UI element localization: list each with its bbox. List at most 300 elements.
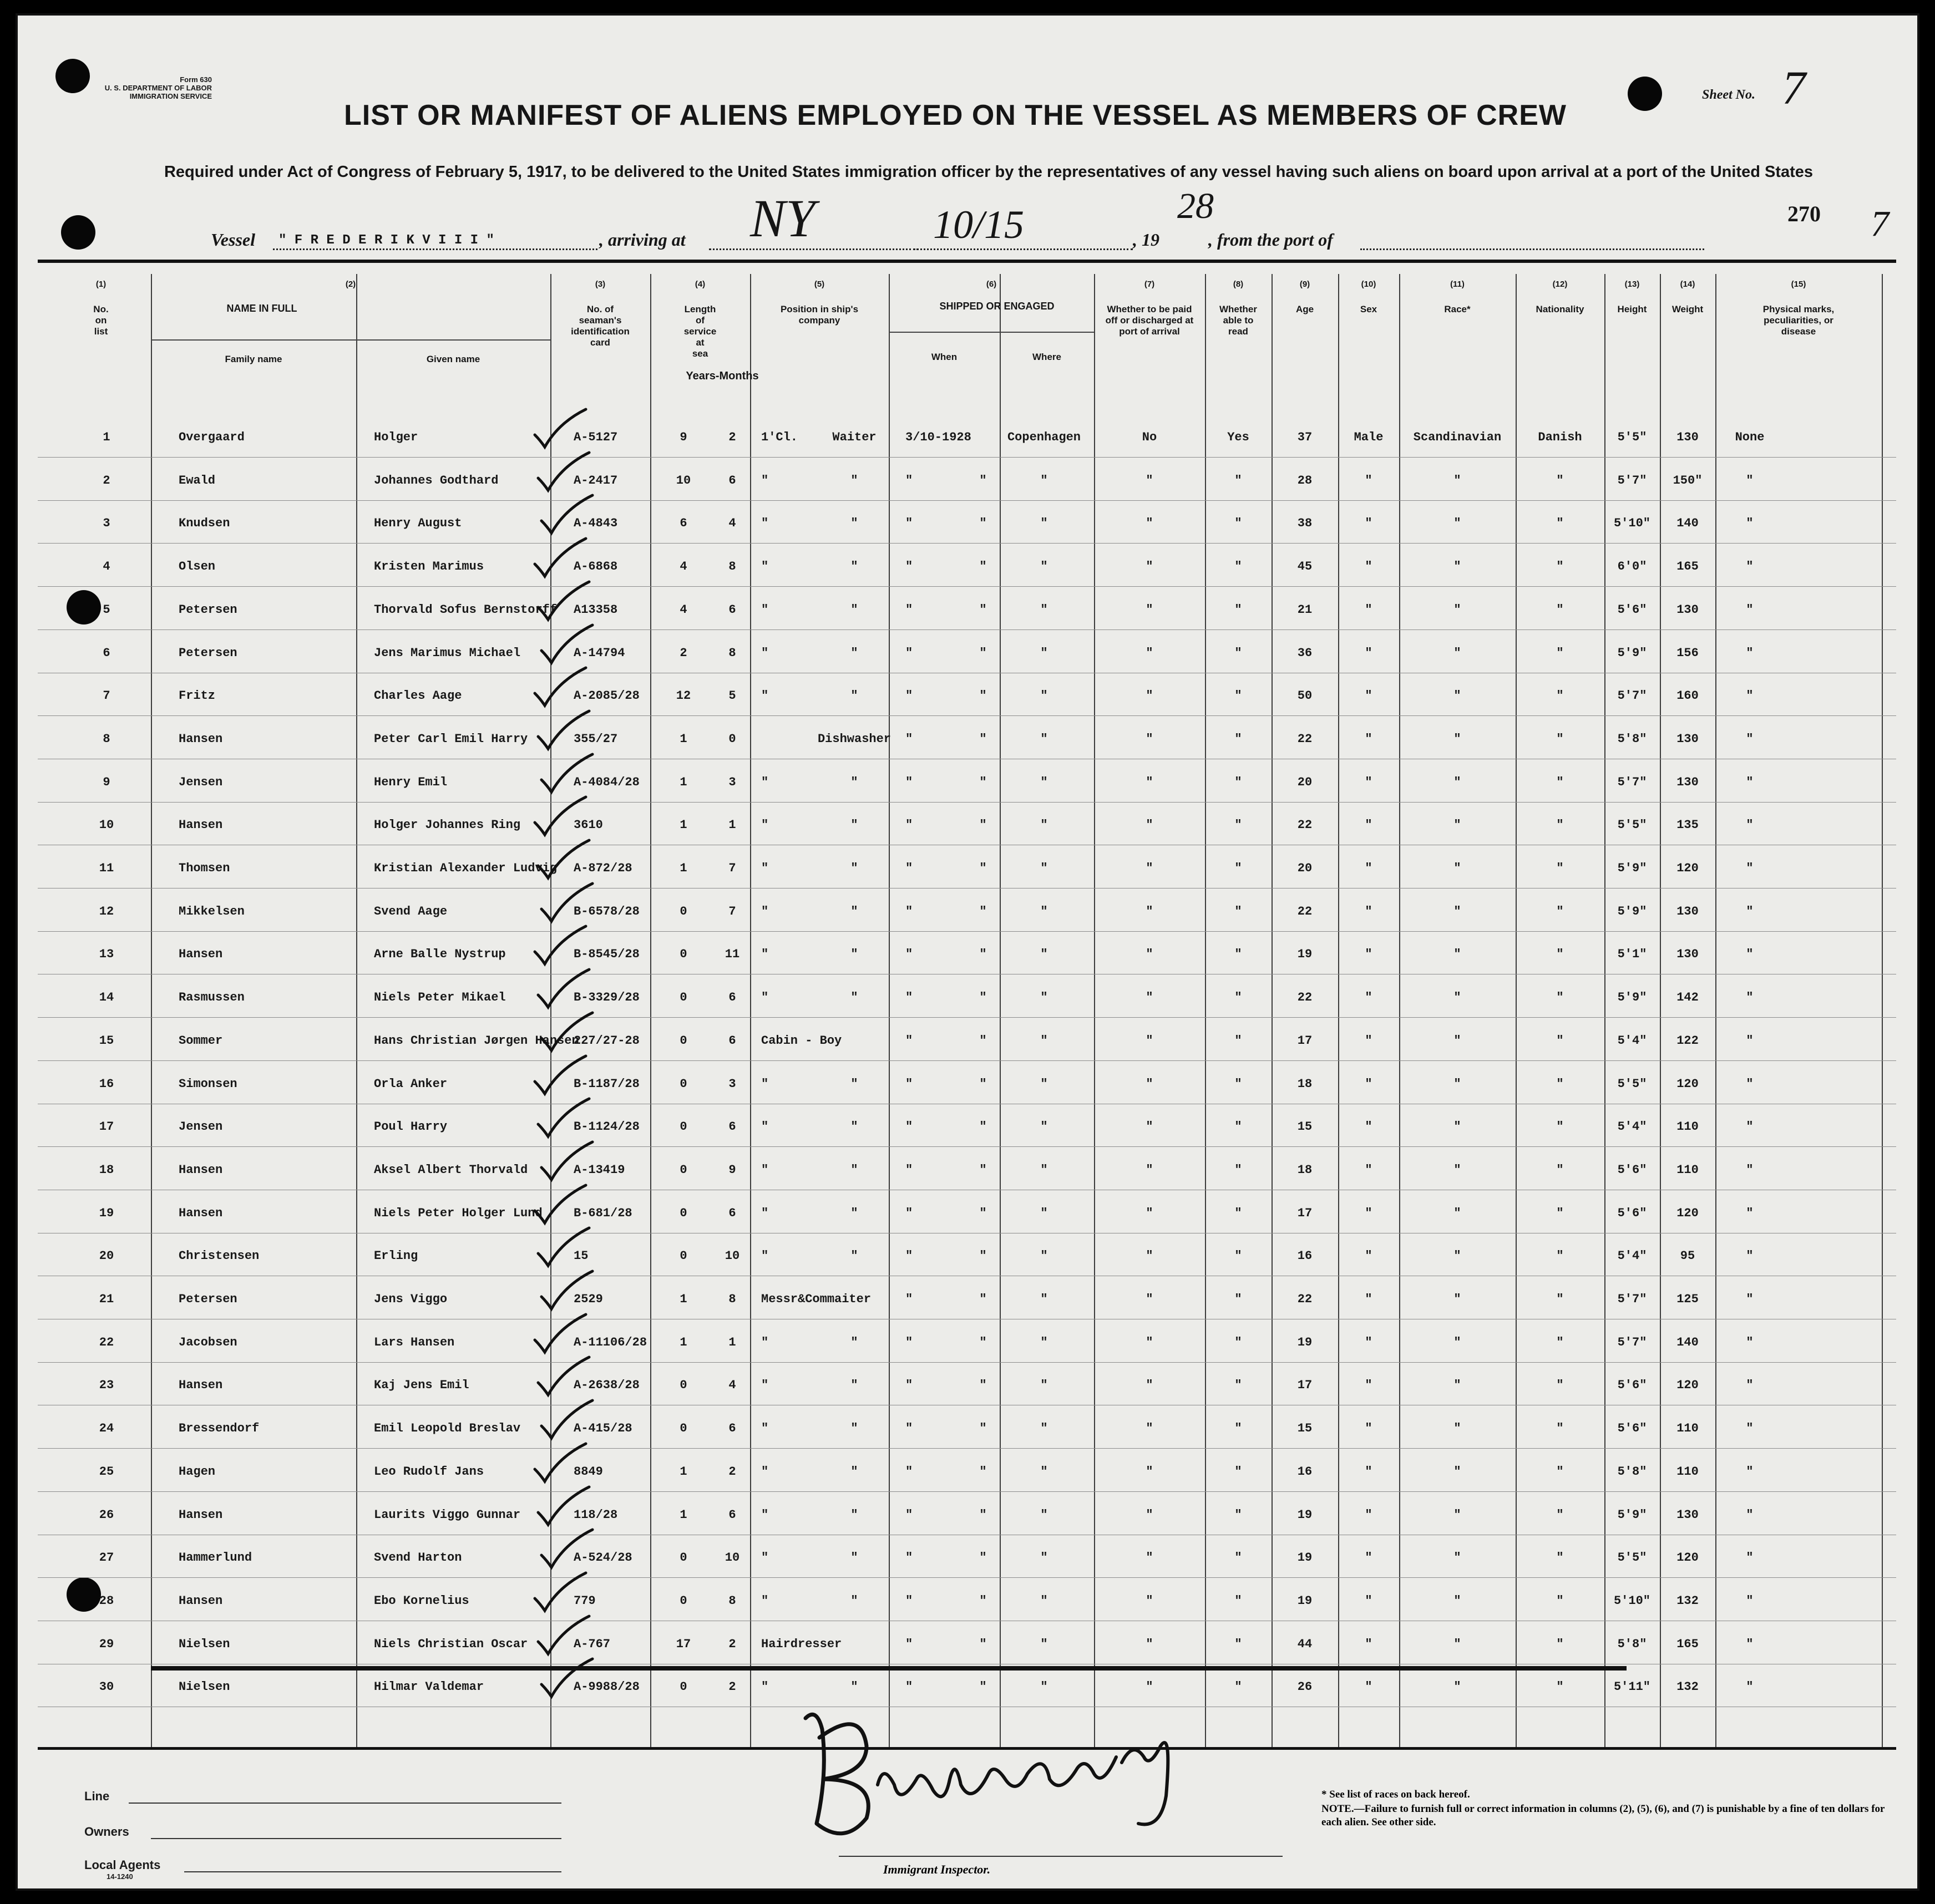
cell-age: 28	[1297, 473, 1313, 488]
cell-weight: 95	[1680, 1249, 1695, 1263]
cell-paid: "	[1146, 947, 1153, 962]
cell-height: 5'9"	[1617, 1507, 1647, 1522]
column-rule	[1516, 274, 1517, 1747]
cell-paid: No	[1142, 430, 1157, 444]
cell-pos2: "	[850, 1421, 858, 1436]
cell-marks: "	[1746, 1249, 1754, 1263]
row-rule	[38, 1060, 1896, 1061]
cell-age: 45	[1297, 560, 1313, 574]
cell-race: "	[1453, 1593, 1461, 1608]
cell-pos1: "	[761, 904, 769, 918]
cell-family: Rasmussen	[179, 991, 245, 1005]
cell-paid: "	[1146, 1421, 1153, 1436]
cell-mos: 8	[728, 1593, 736, 1608]
row-rule	[38, 457, 1896, 458]
cell-race: "	[1453, 689, 1461, 703]
cell-given: Thorvald Sofus Bernstorff	[374, 602, 558, 617]
cell-weight: 130	[1676, 602, 1699, 617]
cell-family: Petersen	[179, 1292, 237, 1306]
cell-no: 28	[99, 1593, 114, 1608]
cell-mos: 6	[728, 1120, 736, 1134]
cell-height: 5'8"	[1617, 1464, 1647, 1479]
cell-given: Erling	[374, 1249, 418, 1263]
cell-given: Orla Anker	[374, 1077, 448, 1091]
cell-pos1: "	[761, 947, 769, 962]
cell-paid: "	[1146, 1464, 1153, 1479]
cell-pos1: "	[761, 818, 769, 832]
cell-yrs: 4	[680, 560, 687, 574]
cell-age: 50	[1297, 689, 1313, 703]
cell-given: Johannes Godthard	[374, 473, 499, 488]
cell-height: 5'6"	[1617, 1421, 1647, 1436]
cell-marks: "	[1746, 1464, 1754, 1479]
cell-family: Thomsen	[179, 861, 230, 875]
cell-read: "	[1234, 1206, 1242, 1220]
cell-weight: 110	[1676, 1464, 1699, 1479]
cell-nat: "	[1556, 991, 1564, 1005]
column-number: (12)	[1552, 280, 1568, 289]
cell-marks: "	[1746, 818, 1754, 832]
cell-when1: "	[905, 560, 913, 574]
cell-mos: 8	[728, 646, 736, 660]
cell-height: 5'1"	[1617, 947, 1647, 962]
cell-when2: "	[979, 991, 987, 1005]
vessel-label: Vessel	[211, 230, 255, 250]
cell-mos: 6	[728, 1033, 736, 1048]
cell-mos: 5	[728, 689, 736, 703]
cell-paid: "	[1146, 818, 1153, 832]
cell-nat: "	[1556, 1033, 1564, 1048]
cell-family: Hansen	[179, 1593, 223, 1608]
column-rule	[1338, 274, 1339, 1747]
cell-pos2: "	[850, 1120, 858, 1134]
cell-when2: "	[979, 516, 987, 531]
column-number: (10)	[1361, 280, 1376, 289]
cell-pos1: "	[761, 473, 769, 488]
cell-race: "	[1453, 1637, 1461, 1651]
row-rule	[38, 1362, 1896, 1363]
cell-card: 8849	[574, 1464, 603, 1479]
cell-nat: "	[1556, 1637, 1564, 1651]
cell-when2: "	[979, 1162, 987, 1177]
cell-when2: "	[979, 560, 987, 574]
column-number: (2)	[345, 280, 356, 289]
cell-where: "	[1040, 1249, 1048, 1263]
cell-weight: 120	[1676, 861, 1699, 875]
cell-card: A-415/28	[574, 1421, 632, 1436]
cell-card: 779	[574, 1593, 596, 1608]
row-rule	[38, 1491, 1896, 1492]
column-header: Sex	[1360, 304, 1377, 314]
cell-paid: "	[1146, 732, 1153, 746]
cell-pos2: "	[850, 1206, 858, 1220]
column-rule	[750, 274, 751, 1747]
cell-pos2: "	[850, 947, 858, 962]
column-number: (14)	[1680, 280, 1695, 289]
cell-age: 22	[1297, 904, 1313, 918]
cell-no: 12	[99, 904, 114, 918]
cell-when1: "	[905, 732, 913, 746]
cell-pos2: "	[850, 1249, 858, 1263]
cell-weight: 132	[1676, 1680, 1699, 1694]
cell-pos2: "	[850, 1680, 858, 1694]
sheet-number: 7	[1782, 61, 1806, 114]
cell-yrs: 10	[676, 473, 691, 488]
cell-given: Leo Rudolf Jans	[374, 1464, 484, 1479]
cell-marks: "	[1746, 1421, 1754, 1436]
cell-mos: 2	[728, 430, 736, 444]
cell-height: 5'4"	[1617, 1120, 1647, 1134]
cell-sex: "	[1365, 1593, 1372, 1608]
cell-age: 18	[1297, 1162, 1313, 1177]
cell-weight: 156	[1676, 646, 1699, 660]
cell-when1: "	[905, 1421, 913, 1436]
cell-race: "	[1453, 1551, 1461, 1565]
cell-mos: 7	[728, 861, 736, 875]
cell-when2: "	[979, 947, 987, 962]
cell-read: "	[1234, 775, 1242, 789]
cell-read: "	[1234, 1680, 1242, 1694]
cell-weight: 110	[1676, 1421, 1699, 1436]
column-rule	[1715, 274, 1716, 1747]
cell-nat: "	[1556, 516, 1564, 531]
cell-no: 30	[99, 1680, 114, 1694]
cell-sex: "	[1365, 1637, 1372, 1651]
cell-sex: "	[1365, 775, 1372, 789]
cell-pos1: "	[761, 1378, 769, 1393]
cell-race: Scandinavian	[1413, 430, 1502, 444]
column-header: No. on list	[93, 304, 109, 337]
cell-nat: "	[1556, 947, 1564, 962]
cell-age: 17	[1297, 1378, 1313, 1393]
cell-yrs: 1	[680, 775, 687, 789]
cell-mos: 6	[728, 1507, 736, 1522]
cell-mos: 4	[728, 1378, 736, 1393]
cell-race: "	[1453, 560, 1461, 574]
cell-no: 1	[103, 430, 110, 444]
cell-where: "	[1040, 904, 1048, 918]
cell-pos2: Waiter	[832, 430, 877, 444]
row-rule	[38, 802, 1896, 803]
cell-nat: "	[1556, 904, 1564, 918]
cell-when2: "	[979, 689, 987, 703]
row-rule	[38, 715, 1896, 716]
cell-weight: 125	[1676, 1292, 1699, 1306]
cell-when1: "	[905, 1464, 913, 1479]
cell-pos2: "	[850, 1593, 858, 1608]
cell-sex: "	[1365, 947, 1372, 962]
column-number: (13)	[1624, 280, 1640, 289]
cell-pos2: "	[850, 1507, 858, 1522]
cell-sex: "	[1365, 1077, 1372, 1091]
cell-race: "	[1453, 473, 1461, 488]
cell-family: Bressendorf	[179, 1421, 260, 1436]
cell-height: 5'7"	[1617, 1335, 1647, 1349]
column-header: Length of service at sea	[683, 304, 717, 359]
cell-height: 5'5"	[1617, 1551, 1647, 1565]
cell-family: Knudsen	[179, 516, 230, 531]
cell-no: 18	[99, 1162, 114, 1177]
cell-card: B-6578/28	[574, 904, 640, 918]
cell-given: Kristian Alexander Ludvig	[374, 861, 558, 875]
cell-read: "	[1234, 1551, 1242, 1565]
cell-yrs: 1	[680, 1292, 687, 1306]
column-rule	[1000, 274, 1001, 1747]
cell-height: 5'6"	[1617, 602, 1647, 617]
cell-when1: "	[905, 1551, 913, 1565]
cell-where: "	[1040, 947, 1048, 962]
cell-pos2: "	[850, 1378, 858, 1393]
cell-yrs: 1	[680, 732, 687, 746]
cell-pos1: "	[761, 1120, 769, 1134]
cell-paid: "	[1146, 1077, 1153, 1091]
column-number: (11)	[1450, 280, 1465, 289]
cell-sex: "	[1365, 689, 1372, 703]
name-in-full-header: NAME IN FULL	[226, 303, 297, 314]
cell-pos2: "	[850, 904, 858, 918]
column-rule	[356, 274, 357, 1747]
cell-marks: "	[1746, 1680, 1754, 1694]
cell-yrs: 0	[680, 1680, 687, 1694]
cell-marks: "	[1746, 689, 1754, 703]
cell-when1: "	[905, 1292, 913, 1306]
cell-age: 26	[1297, 1680, 1313, 1694]
owners-label: Owners	[84, 1825, 129, 1839]
cell-when2: "	[979, 1507, 987, 1522]
cell-where: "	[1040, 1077, 1048, 1091]
cell-race: "	[1453, 1421, 1461, 1436]
cell-weight: 130	[1676, 430, 1699, 444]
cell-family: Hagen	[179, 1464, 216, 1479]
cell-where: "	[1040, 602, 1048, 617]
cell-pos2: "	[850, 602, 858, 617]
cell-age: 22	[1297, 991, 1313, 1005]
cell-family: Nielsen	[179, 1637, 230, 1651]
cell-age: 16	[1297, 1249, 1313, 1263]
cell-when1: "	[905, 1378, 913, 1393]
cell-race: "	[1453, 1292, 1461, 1306]
cell-sex: "	[1365, 646, 1372, 660]
cell-yrs: 1	[680, 861, 687, 875]
column-number: (6)	[986, 280, 997, 289]
cell-no: 22	[99, 1335, 114, 1349]
cell-marks: "	[1746, 904, 1754, 918]
cell-pos1: "	[761, 560, 769, 574]
shipped-engaged-header: SHIPPED OR ENGAGED	[939, 301, 1055, 312]
shipped-divider	[889, 332, 1094, 333]
cell-sex: "	[1365, 1507, 1372, 1522]
cell-family: Hansen	[179, 947, 223, 962]
cell-pos2: Dishwasher	[817, 732, 891, 746]
column-header: Position in ship's company	[780, 304, 859, 326]
cell-marks: "	[1746, 646, 1754, 660]
line-underline	[129, 1803, 561, 1804]
cell-when2: "	[979, 861, 987, 875]
cell-yrs: 0	[680, 1206, 687, 1220]
cell-nat: "	[1556, 1206, 1564, 1220]
punch-hole	[55, 59, 90, 93]
cell-mos: 7	[728, 904, 736, 918]
cell-read: "	[1234, 1593, 1242, 1608]
family-name-header: Family name	[225, 354, 282, 364]
cell-age: 44	[1297, 1637, 1313, 1651]
sheet-number-label: Sheet No.	[1702, 88, 1755, 102]
cell-nat: "	[1556, 1464, 1564, 1479]
cell-given: Peter Carl Emil Harry	[374, 732, 528, 746]
cell-card: A13358	[574, 602, 618, 617]
cell-weight: 150"	[1673, 473, 1703, 488]
cell-where: "	[1040, 1162, 1048, 1177]
cell-pos1: "	[761, 1464, 769, 1479]
cell-race: "	[1453, 1206, 1461, 1220]
cell-age: 22	[1297, 732, 1313, 746]
cell-paid: "	[1146, 473, 1153, 488]
cell-race: "	[1453, 904, 1461, 918]
cell-mos: 2	[728, 1464, 736, 1479]
cell-no: 27	[99, 1551, 114, 1565]
cell-nat: "	[1556, 473, 1564, 488]
cell-age: 19	[1297, 1507, 1313, 1522]
column-header: Height	[1617, 304, 1647, 314]
cell-weight: 110	[1676, 1120, 1699, 1134]
cell-no: 6	[103, 646, 110, 660]
form-code: 14-1240	[107, 1872, 133, 1881]
cell-weight: 110	[1676, 1162, 1699, 1177]
cell-no: 11	[99, 861, 114, 875]
cell-height: 5'6"	[1617, 1162, 1647, 1177]
cell-pos2: "	[850, 1162, 858, 1177]
cell-paid: "	[1146, 1335, 1153, 1349]
cell-card: B-1124/28	[574, 1120, 640, 1134]
cell-no: 4	[103, 560, 110, 574]
cell-age: 36	[1297, 646, 1313, 660]
cell-age: 20	[1297, 861, 1313, 875]
cell-nat: "	[1556, 1162, 1564, 1177]
cell-where: "	[1040, 1335, 1048, 1349]
cell-pos1: Cabin - Boy	[761, 1033, 842, 1048]
cell-sex: "	[1365, 1335, 1372, 1349]
row-rule	[38, 931, 1896, 932]
cell-pos2: "	[850, 1464, 858, 1479]
cell-given: Jens Viggo	[374, 1292, 448, 1306]
punch-hole	[61, 215, 95, 250]
cell-pos1: Messr&Commaiter	[761, 1292, 872, 1306]
cell-read: "	[1234, 473, 1242, 488]
cell-weight: 142	[1676, 991, 1699, 1005]
cell-card: B-681/28	[574, 1206, 632, 1220]
cell-when2: "	[979, 1120, 987, 1134]
cell-marks: "	[1746, 1593, 1754, 1608]
cell-pos2: "	[850, 1077, 858, 1091]
inspector-label: Immigrant Inspector.	[883, 1862, 991, 1876]
column-rule	[550, 274, 551, 1747]
cell-paid: "	[1146, 1680, 1153, 1694]
cell-when1: "	[905, 646, 913, 660]
cell-paid: "	[1146, 1593, 1153, 1608]
cell-weight: 140	[1676, 1335, 1699, 1349]
cell-marks: "	[1746, 1637, 1754, 1651]
cell-marks: "	[1746, 516, 1754, 531]
cell-race: "	[1453, 818, 1461, 832]
cell-height: 5'4"	[1617, 1249, 1647, 1263]
cell-given: Ebo Kornelius	[374, 1593, 469, 1608]
cell-weight: 165	[1676, 1637, 1699, 1651]
cell-read: "	[1234, 1507, 1242, 1522]
page-subtitle: Required under Act of Congress of February 5, 1917, to be delivered to the United States immigration officer by the representatives of any vessel having such aliens on board upon arrival at a port of the United States	[164, 163, 1814, 181]
cell-height: 5'8"	[1617, 1637, 1647, 1651]
cell-family: Fritz	[179, 689, 216, 703]
cell-when1: "	[905, 775, 913, 789]
cell-yrs: 9	[680, 430, 687, 444]
cell-race: "	[1453, 732, 1461, 746]
column-number: (1)	[95, 280, 107, 289]
cell-family: Hansen	[179, 1378, 223, 1393]
cell-marks: "	[1746, 1292, 1754, 1306]
cell-age: 37	[1297, 430, 1313, 444]
column-header: Whether able to read	[1219, 304, 1257, 337]
column-header: Whether to be paid off or discharged at port of arrival	[1105, 304, 1194, 337]
cell-mos: 9	[728, 1162, 736, 1177]
column-rule	[1094, 274, 1095, 1747]
cell-card: A-11106/28	[574, 1335, 647, 1349]
cell-marks: "	[1746, 1378, 1754, 1393]
cell-pos1: "	[761, 861, 769, 875]
cell-when2: "	[979, 1033, 987, 1048]
cell-where: Copenhagen	[1007, 430, 1081, 444]
given-name-header: Given name	[426, 354, 480, 364]
cell-when2: "	[979, 1335, 987, 1349]
cell-card: A-6868	[574, 560, 618, 574]
cell-when1: "	[905, 1335, 913, 1349]
cell-given: Kaj Jens Emil	[374, 1378, 469, 1393]
cell-mos: 10	[725, 1551, 740, 1565]
row-rule	[38, 543, 1896, 544]
cell-family: Olsen	[179, 560, 216, 574]
cell-pos1: "	[761, 1162, 769, 1177]
owners-underline	[151, 1838, 561, 1839]
cell-nat: "	[1556, 689, 1564, 703]
cell-mos: 6	[728, 1421, 736, 1436]
cell-race: "	[1453, 646, 1461, 660]
cell-given: Niels Christian Oscar	[374, 1637, 528, 1651]
cell-paid: "	[1146, 516, 1153, 531]
row-rule	[38, 500, 1896, 501]
cell-read: "	[1234, 904, 1242, 918]
cell-race: "	[1453, 1162, 1461, 1177]
column-number: (8)	[1233, 280, 1244, 289]
cell-weight: 135	[1676, 818, 1699, 832]
cell-nat: "	[1556, 818, 1564, 832]
cell-pos1: "	[761, 646, 769, 660]
cell-pos1: "	[761, 1421, 769, 1436]
cell-nat: "	[1556, 1421, 1564, 1436]
cell-yrs: 0	[680, 1077, 687, 1091]
cell-nat: "	[1556, 646, 1564, 660]
cell-weight: 130	[1676, 904, 1699, 918]
cell-where: "	[1040, 991, 1048, 1005]
cell-when2: "	[979, 775, 987, 789]
year-label: , 19	[1133, 230, 1159, 250]
cell-given: Niels Peter Holger Lund	[374, 1206, 543, 1220]
cell-given: Holger	[374, 430, 418, 444]
cell-pos1: "	[761, 1335, 769, 1349]
row-rule	[38, 1448, 1896, 1449]
column-header: Age	[1295, 304, 1314, 314]
cell-age: 15	[1297, 1120, 1313, 1134]
cell-height: 5'7"	[1617, 775, 1647, 789]
cell-given: Niels Peter Mikael	[374, 991, 506, 1005]
column-number: (7)	[1144, 280, 1155, 289]
